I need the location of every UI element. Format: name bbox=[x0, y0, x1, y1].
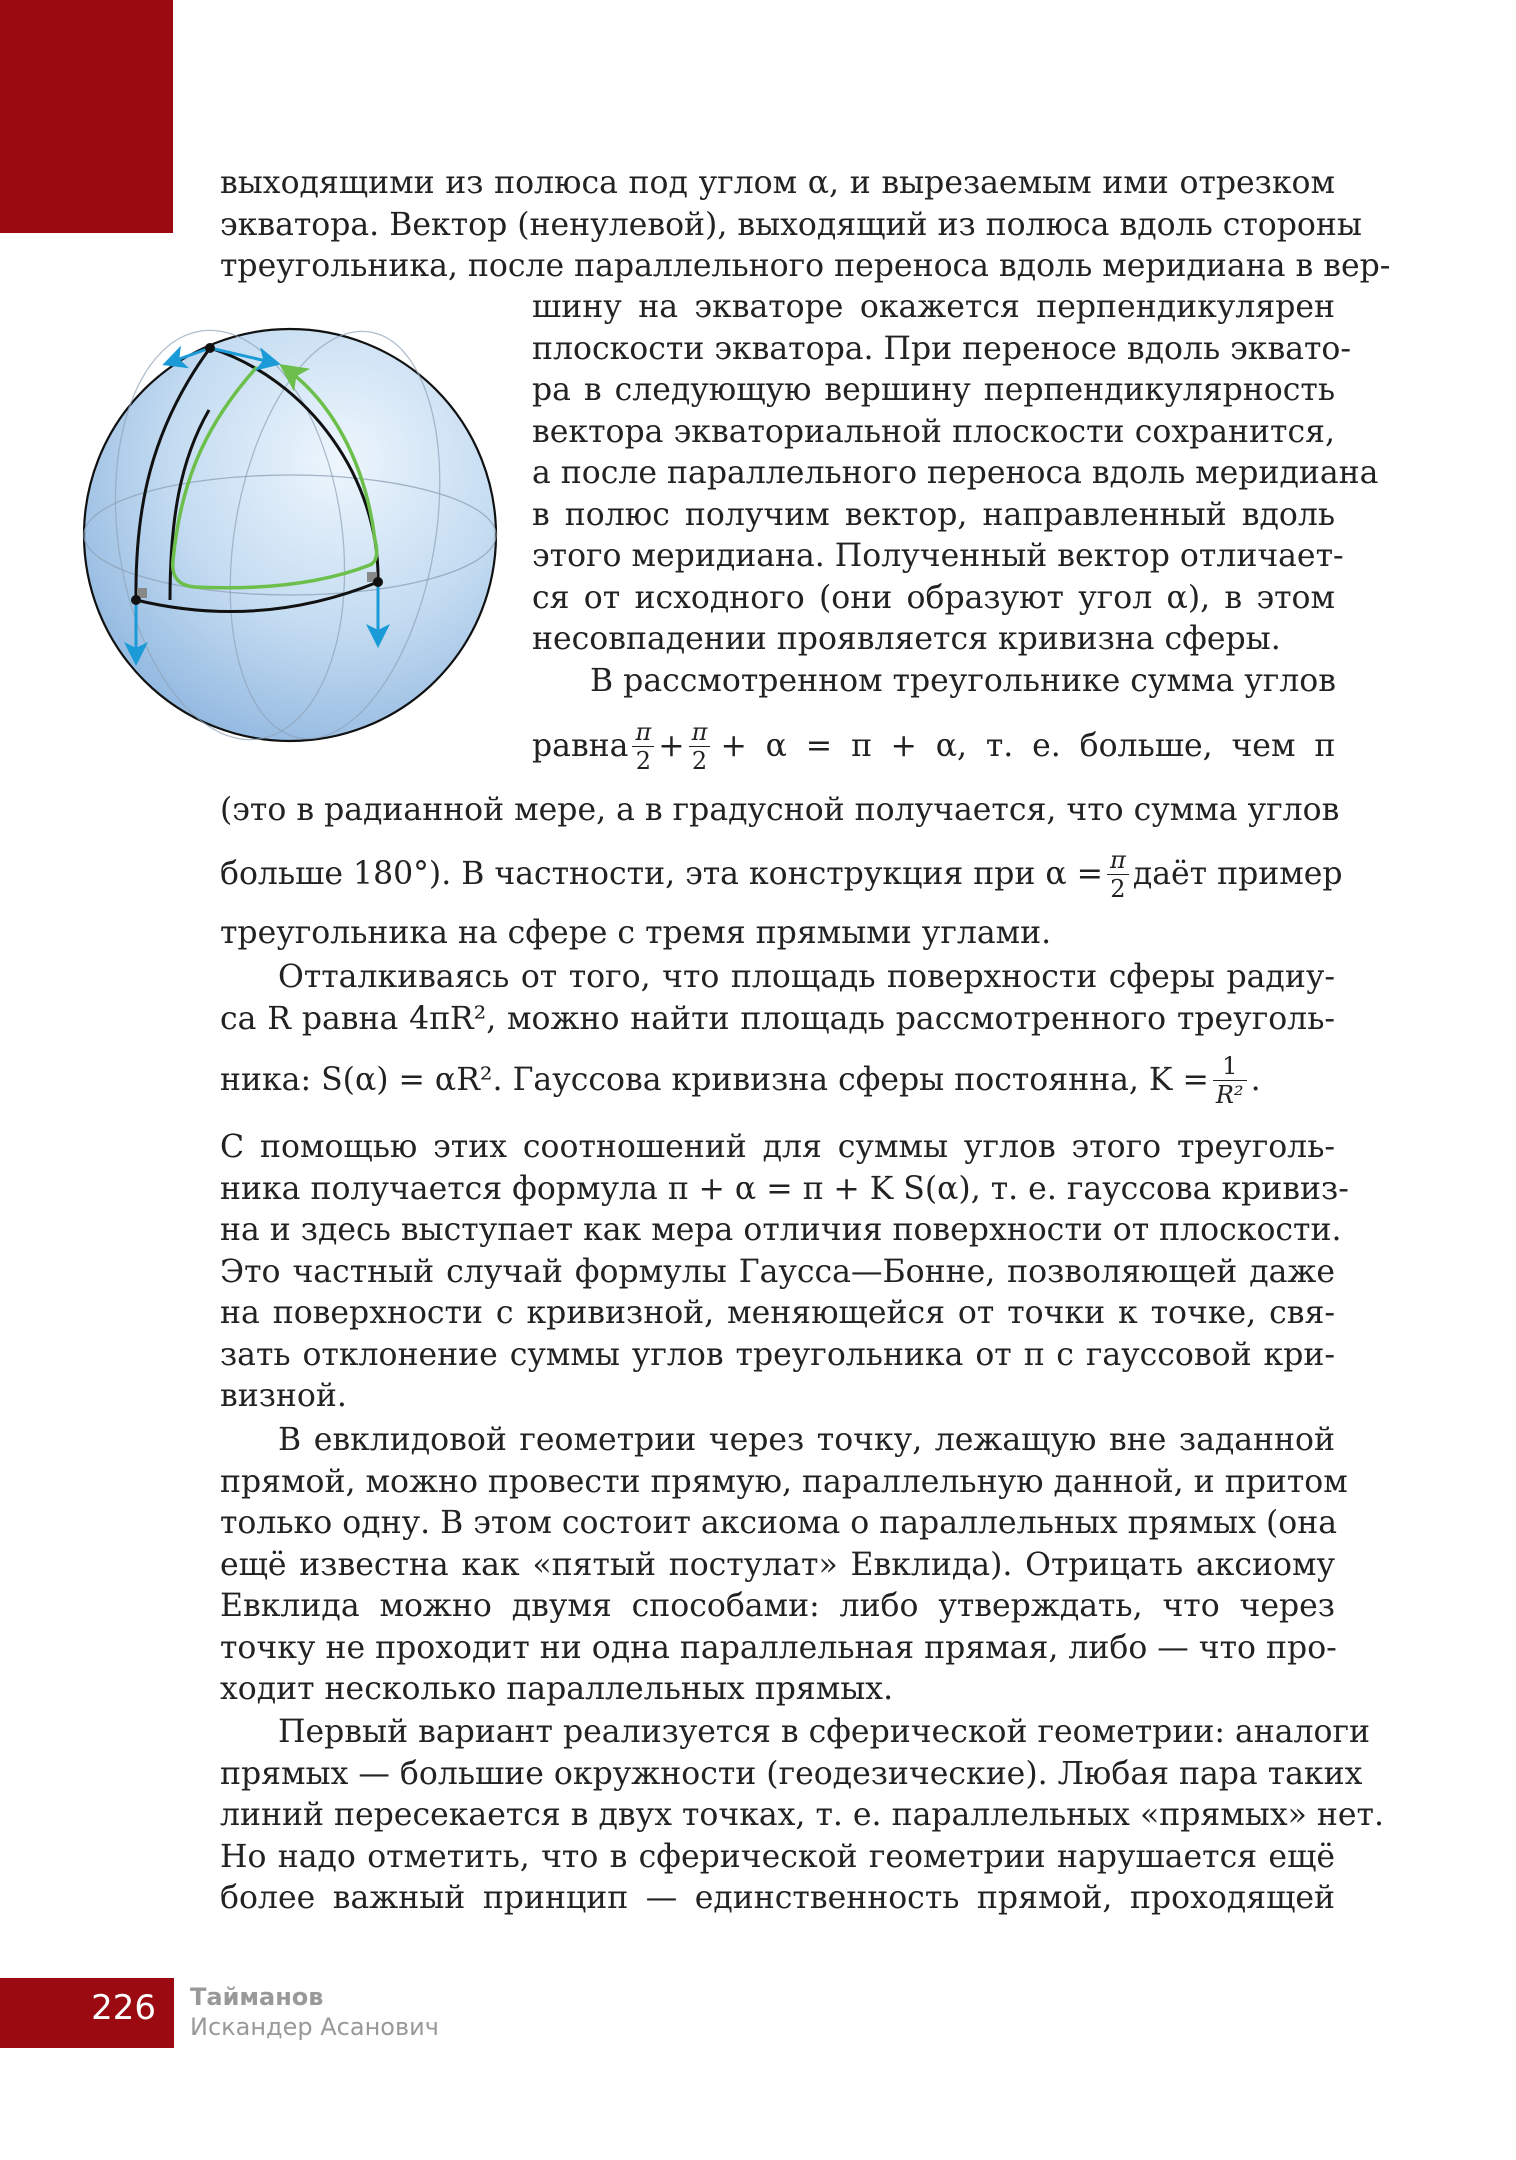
text-line: выходящими из полюса под углом α, и вырезаемым ими отрезком bbox=[220, 165, 1335, 201]
paragraph-spherical bbox=[220, 1712, 1384, 1920]
text-line: плоскости экватора. При переносе вдоль эквато- bbox=[532, 330, 1352, 367]
text-line: только одну. В этом состоит аксиома о параллельных прямых (она bbox=[220, 1505, 1338, 1541]
text-line: ещё известна как «пятый постулат» Евклида). Отрицать аксиому bbox=[220, 1546, 1335, 1583]
page-number: 226 bbox=[91, 1988, 156, 2028]
sphere-figure bbox=[80, 320, 510, 750]
text-line: Отталкиваясь от того, что площадь поверхности сферы радиу- bbox=[278, 959, 1335, 995]
formula-prefix: равна bbox=[532, 727, 629, 764]
vertex-equator-right bbox=[373, 577, 383, 587]
sphere-diagram bbox=[80, 320, 510, 750]
text-line: прямых — большие окружности (геодезические). Любая пара таких bbox=[220, 1755, 1363, 1792]
text-line: шину на экваторе окажется перпендикулярен bbox=[532, 289, 1335, 325]
paragraph-euclid bbox=[220, 1420, 1348, 1711]
author-first-name: Искандер Асанович bbox=[190, 2013, 439, 2041]
text-line: линий пересекается в двух точках, т. е. параллельных «прямых» нет. bbox=[220, 1797, 1384, 1833]
text-line: (это в радианной мере, а в градусной получается, что сумма углов bbox=[220, 792, 1340, 828]
text-line: более важный принцип — единственность прямой, проходящей bbox=[220, 1880, 1335, 1916]
paragraph-gauss-bonnet bbox=[220, 1127, 1349, 1418]
text-line: экватора. Вектор (ненулевой), выходящий из полюса вдоль стороны bbox=[220, 206, 1362, 243]
text-line: Это частный случай формулы Гаусса—Бонне, позволяющей даже bbox=[220, 1253, 1335, 1290]
text-line: несовпадении проявляется кривизна сферы. bbox=[532, 621, 1281, 657]
curvature-line: ника: S(α) = αR². Гауссова кривизна сферы постоянна, K = $\frac{1}{\text{R²}}$ . bbox=[220, 1052, 1261, 1109]
text-line: Евклида можно двумя способами: либо утверждать, что через bbox=[220, 1588, 1335, 1624]
chapter-color-block bbox=[0, 0, 173, 233]
text-line: са R равна 4πR², можно найти площадь рассмотренного треуголь- bbox=[220, 1000, 1335, 1037]
text-line: на поверхности с кривизной, меняющейся от точки к точке, свя- bbox=[220, 1295, 1335, 1331]
alpha-line: больше 180°). В частности, эта конструкция при α = $\frac{\pi}{2}$ даёт пример bbox=[220, 846, 1343, 903]
fraction-pi-over-2: $\frac{\pi}{2}$ bbox=[689, 718, 711, 775]
fraction-pi-over-2: $\frac{\pi}{2}$ bbox=[632, 718, 654, 775]
fraction-pi-over-2: $\frac{\pi}{2}$ bbox=[1107, 846, 1129, 903]
vertex-pole bbox=[205, 343, 215, 353]
text-line: вектора экваториальной плоскости сохранится, bbox=[532, 413, 1335, 450]
paragraph-area bbox=[220, 957, 1335, 1040]
paragraph-wrapped bbox=[532, 287, 1379, 702]
text-line: этого меридиана. Полученный вектор отличает- bbox=[532, 538, 1344, 574]
text-line: на и здесь выступает как мера отличия поверхности от плоскости. bbox=[220, 1212, 1342, 1248]
text-line: визной. bbox=[220, 1378, 347, 1414]
text-line: Но надо отметить, что в сферической геометрии нарушается ещё bbox=[220, 1838, 1335, 1875]
text-line: ника получается формула π + α = π + K S(α), т. е. гауссова кривиз- bbox=[220, 1170, 1349, 1207]
formula-sum-angles: равна $\frac{\pi}{2}$ + $\frac{\pi}{2}$ + α = π + α, т. е. больше, чем π bbox=[532, 718, 1335, 775]
fraction-1-over-r2: $\frac{1}{\text{R²}}$ bbox=[1213, 1052, 1247, 1109]
text-line: а после параллельного переноса вдоль меридиана bbox=[532, 455, 1379, 491]
text-line: В евклидовой геометрии через точку, лежащую вне заданной bbox=[278, 1422, 1335, 1458]
text-line: треугольника, после параллельного переноса вдоль меридиана в вер- bbox=[220, 248, 1391, 284]
vertex-equator-left bbox=[131, 595, 141, 605]
author-last-name: Тайманов bbox=[190, 1983, 324, 2011]
formula-rest: + α = π + α, т. е. больше, чем π bbox=[720, 727, 1335, 764]
text-line: зать отклонение суммы углов треугольника от π с гауссовой кри- bbox=[220, 1336, 1335, 1373]
text-line: прямой, можно провести прямую, параллельную данной, и притом bbox=[220, 1463, 1348, 1500]
text-line: С помощью этих соотношений для суммы углов этого треуголь- bbox=[220, 1129, 1335, 1165]
page-number-box bbox=[0, 1978, 174, 2048]
text-line: Первый вариант реализуется в сферической геометрии: аналоги bbox=[278, 1714, 1370, 1750]
text-line: ся от исходного (они образуют угол α), в этом bbox=[532, 579, 1335, 616]
text-line: ра в следующую вершину перпендикулярность bbox=[532, 372, 1335, 408]
text-line: в полюс получим вектор, направленный вдоль bbox=[532, 496, 1335, 533]
paragraph-end bbox=[220, 913, 1335, 955]
text-line: В рассмотренном треугольнике сумма углов bbox=[590, 662, 1337, 699]
text-line: точку не проходит ни одна параллельная прямая, либо — что про- bbox=[220, 1629, 1337, 1666]
text-line: треугольника на сфере с тремя прямыми углами. bbox=[220, 915, 1052, 951]
paragraph-intro bbox=[220, 163, 1391, 288]
paragraph-continued bbox=[220, 790, 1340, 832]
text-line: ходит несколько параллельных прямых. bbox=[220, 1671, 894, 1707]
